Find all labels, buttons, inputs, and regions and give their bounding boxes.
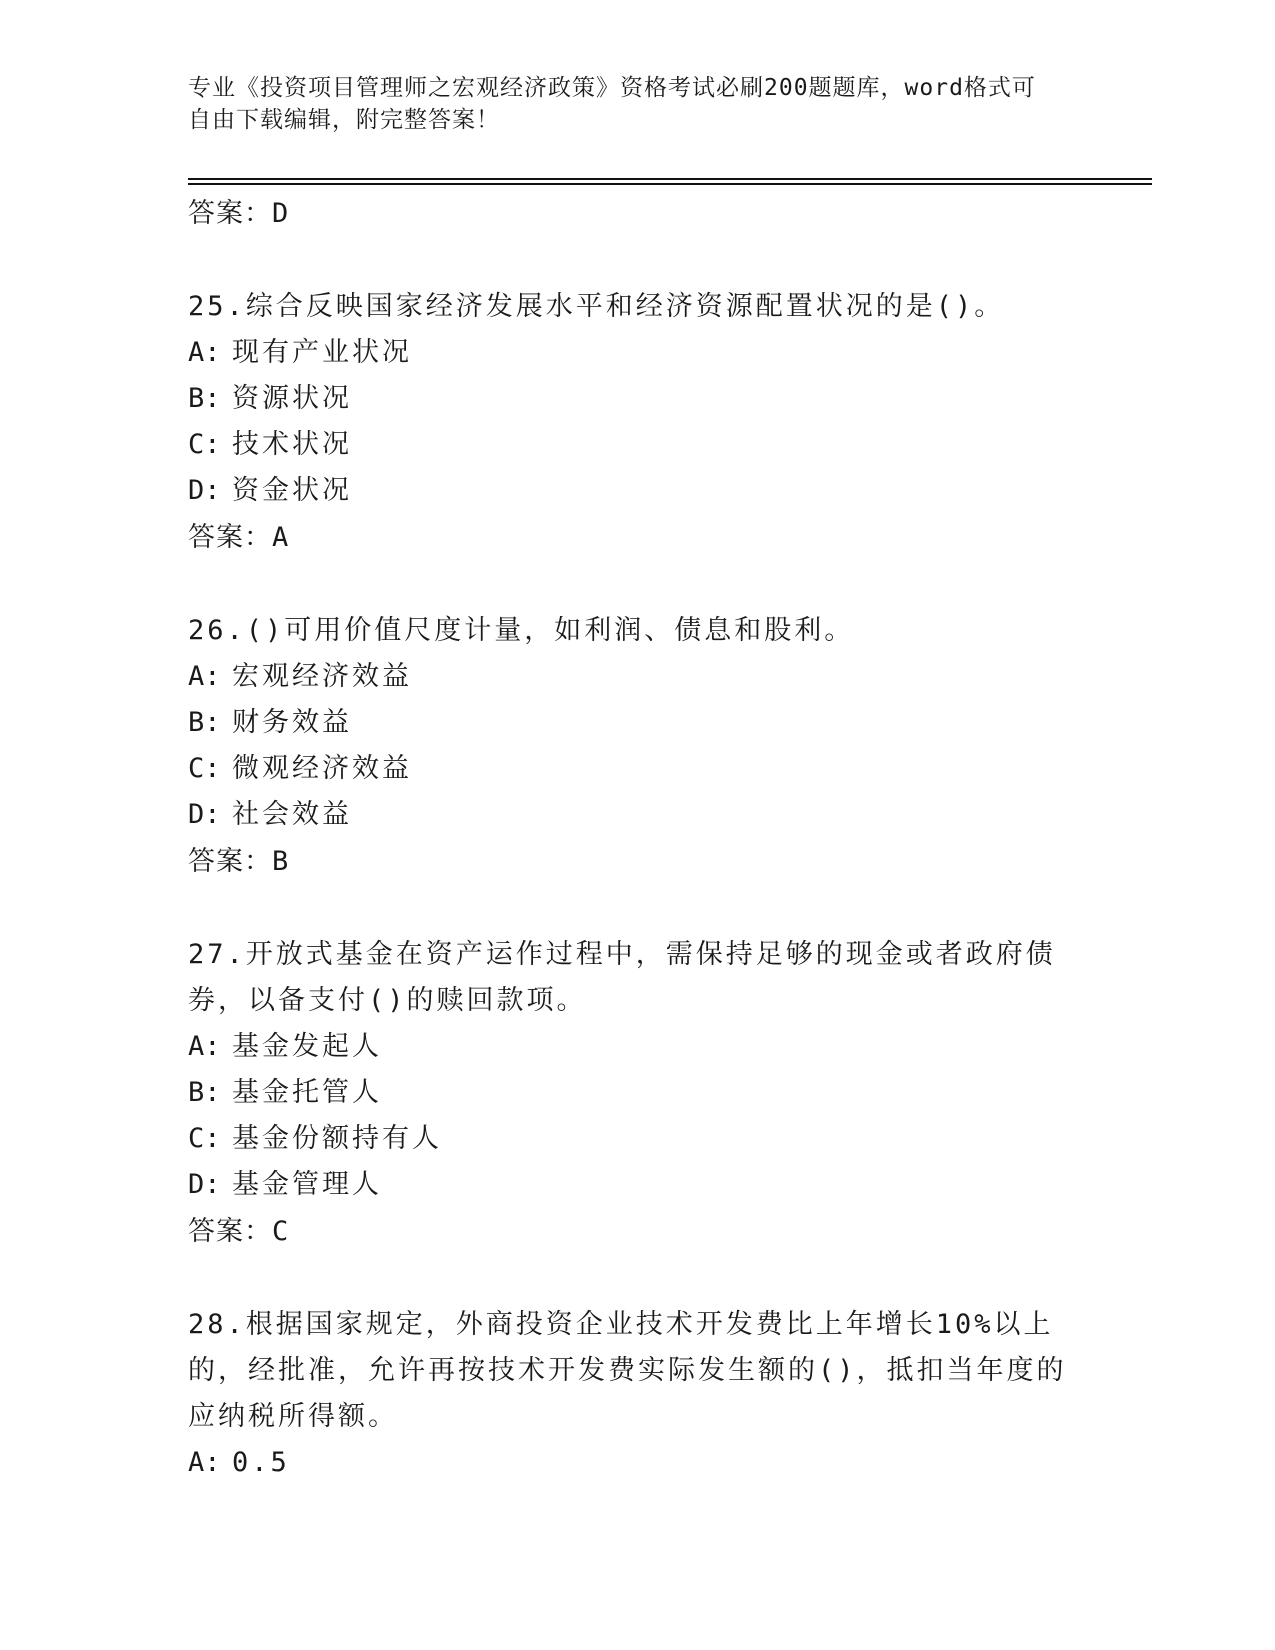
question-27	[188, 932, 1088, 1252]
option-d	[188, 468, 1088, 514]
option-label: A:	[188, 337, 221, 368]
question-stem: 25.综合反映国家经济发展水平和经济资源配置状况的是()。	[188, 291, 1005, 322]
option-text: 基金发起人	[232, 1031, 382, 1062]
option-label: B:	[188, 707, 221, 738]
option-c	[188, 746, 1088, 792]
answer-line: 答案：A	[188, 522, 290, 553]
option-a	[188, 1024, 1088, 1070]
option-d	[188, 1162, 1088, 1208]
question-25	[188, 284, 1088, 558]
question-stem: 26.()可用价值尺度计量，如利润、债息和股利。	[188, 615, 855, 646]
option-label: D:	[188, 799, 221, 830]
option-text: 基金份额持有人	[232, 1123, 442, 1154]
option-text: 财务效益	[232, 707, 352, 738]
option-a	[188, 1440, 1088, 1486]
option-b	[188, 376, 1088, 422]
header-divider-bottom	[188, 183, 1152, 185]
option-label: A:	[188, 1447, 221, 1478]
question-28	[188, 1302, 1088, 1486]
question-stem: 28.根据国家规定，外商投资企业技术开发费比上年增长10%以上的，经批准，允许再按技术开发费实际发生额的()，抵扣当年度的应纳税所得额。	[188, 1309, 1067, 1432]
option-label: B:	[188, 383, 221, 414]
answer-line: 答案：C	[188, 1216, 290, 1247]
option-text: 基金管理人	[232, 1169, 382, 1200]
header-title-line-2: 自由下载编辑，附完整答案！	[188, 107, 500, 133]
question-list	[188, 190, 1088, 1486]
option-c	[188, 1116, 1088, 1162]
option-text: 宏观经济效益	[232, 661, 412, 692]
option-text: 资源状况	[232, 383, 352, 414]
option-label: D:	[188, 1169, 221, 1200]
option-b	[188, 700, 1088, 746]
option-c	[188, 422, 1088, 468]
document-header	[188, 72, 1068, 136]
option-a	[188, 654, 1088, 700]
option-label: A:	[188, 1031, 221, 1062]
option-label: C:	[188, 429, 221, 460]
header-divider-top	[188, 178, 1152, 180]
question-26	[188, 608, 1088, 882]
option-text: 资金状况	[232, 475, 352, 506]
option-label: A:	[188, 661, 221, 692]
option-label: C:	[188, 1123, 221, 1154]
option-text: 社会效益	[232, 799, 352, 830]
option-text: 技术状况	[232, 429, 352, 460]
option-b	[188, 1070, 1088, 1116]
option-a	[188, 330, 1088, 376]
option-d	[188, 792, 1088, 838]
question-stem: 27.开放式基金在资产运作过程中，需保持足够的现金或者政府债券，以备支付()的赎回款项。	[188, 939, 1056, 1016]
option-text: 现有产业状况	[232, 337, 412, 368]
answer-line: 答案：B	[188, 846, 290, 877]
option-text: 0.5	[232, 1447, 290, 1478]
option-label: B:	[188, 1077, 221, 1108]
option-label: C:	[188, 753, 221, 784]
option-label: D:	[188, 475, 221, 506]
option-text: 微观经济效益	[232, 753, 412, 784]
header-title-line-1: 专业《投资项目管理师之宏观经济政策》资格考试必刷200题题库，word格式可	[188, 75, 1036, 101]
option-text: 基金托管人	[232, 1077, 382, 1108]
previous-answer: 答案：D	[188, 198, 290, 229]
